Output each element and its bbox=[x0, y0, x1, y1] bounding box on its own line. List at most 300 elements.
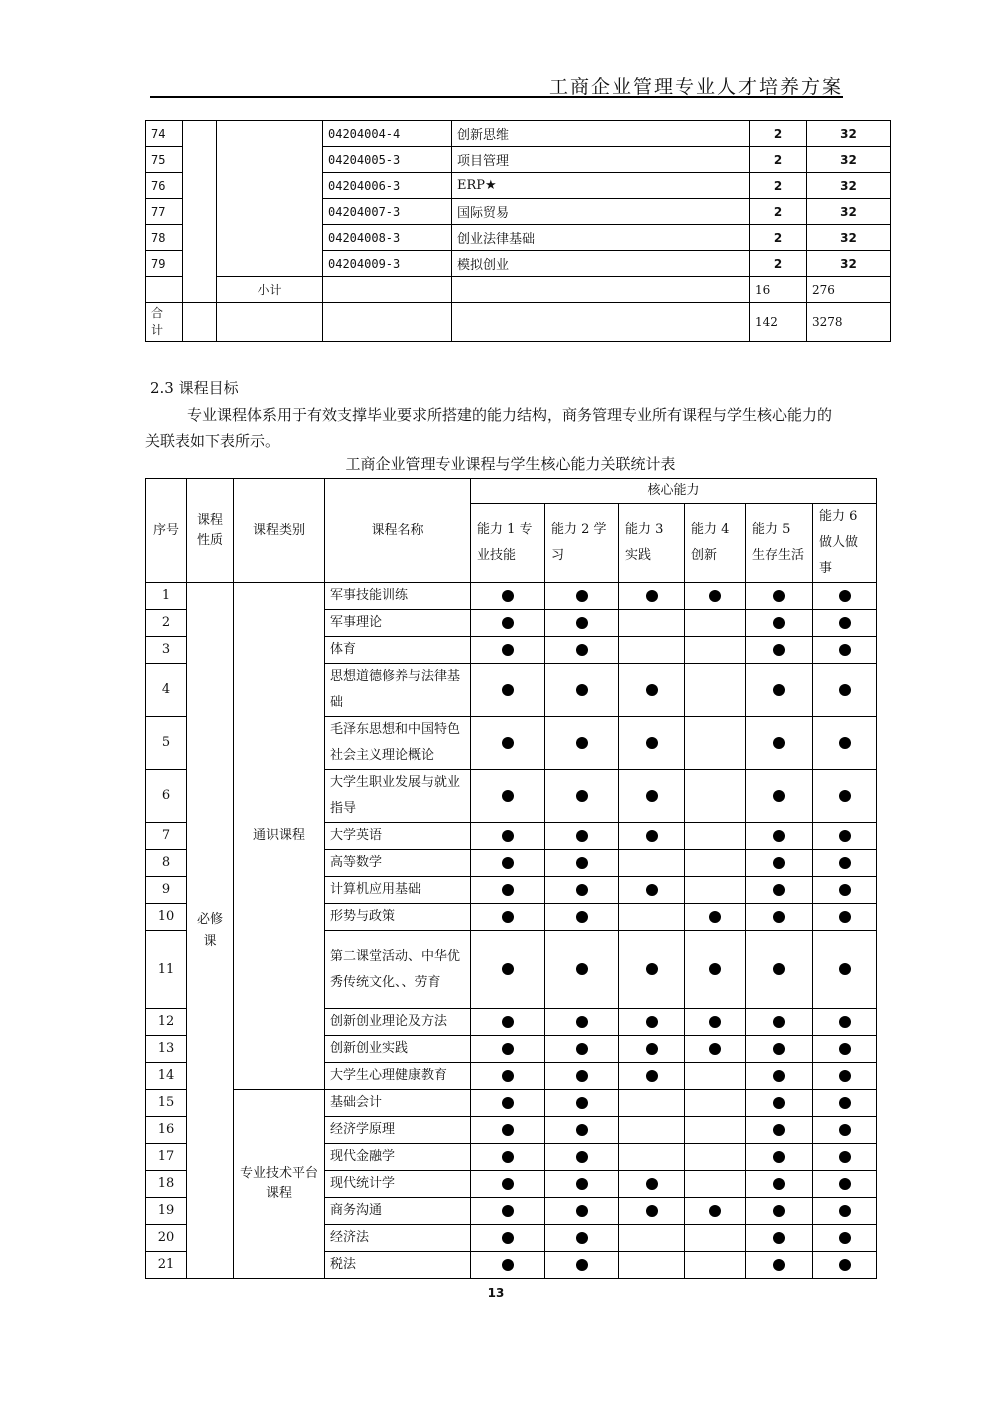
ability-cell bbox=[471, 610, 545, 637]
row-number: 75 bbox=[146, 147, 183, 173]
ability-cell bbox=[471, 1090, 545, 1117]
hours-value: 32 bbox=[807, 199, 891, 225]
ability-cell bbox=[813, 877, 877, 904]
row-number: 17 bbox=[146, 1144, 187, 1171]
filled-dot-icon bbox=[576, 1205, 588, 1217]
course-category: 专业技术平台课程 bbox=[234, 1090, 325, 1279]
row-number: 11 bbox=[146, 931, 187, 1009]
ability-cell bbox=[685, 1144, 746, 1171]
course-code: 04204004-4 bbox=[323, 121, 452, 147]
filled-dot-icon bbox=[839, 590, 851, 602]
ability-cell bbox=[471, 1117, 545, 1144]
course-credit-table bbox=[145, 120, 891, 342]
ability-cell bbox=[471, 717, 545, 770]
filled-dot-icon bbox=[502, 790, 514, 802]
ability-cell bbox=[813, 610, 877, 637]
ability-cell bbox=[685, 664, 746, 717]
filled-dot-icon bbox=[576, 911, 588, 923]
row-number: 15 bbox=[146, 1090, 187, 1117]
header-ability: 能力 4 创新 bbox=[685, 504, 746, 583]
ability-cell bbox=[619, 1252, 685, 1279]
ability-cell bbox=[619, 1036, 685, 1063]
course-code: 04204009-3 bbox=[323, 251, 452, 277]
filled-dot-icon bbox=[502, 644, 514, 656]
subtotal-hours: 276 bbox=[807, 277, 891, 303]
filled-dot-icon bbox=[576, 884, 588, 896]
ability-cell bbox=[471, 904, 545, 931]
ability-cell bbox=[685, 850, 746, 877]
filled-dot-icon bbox=[576, 737, 588, 749]
ability-cell bbox=[813, 850, 877, 877]
filled-dot-icon bbox=[576, 790, 588, 802]
filled-dot-icon bbox=[502, 684, 514, 696]
filled-dot-icon bbox=[839, 737, 851, 749]
course-name: 大学英语 bbox=[325, 823, 471, 850]
ability-cell bbox=[813, 931, 877, 1009]
filled-dot-icon bbox=[773, 790, 785, 802]
ability-cell bbox=[746, 1063, 813, 1090]
course-name: 创业法律基础 bbox=[452, 225, 750, 251]
credit-value: 2 bbox=[750, 173, 807, 199]
ability-cell bbox=[619, 931, 685, 1009]
course-code: 04204007-3 bbox=[323, 199, 452, 225]
filled-dot-icon bbox=[646, 737, 658, 749]
filled-dot-icon bbox=[502, 963, 514, 975]
credit-value: 2 bbox=[750, 147, 807, 173]
filled-dot-icon bbox=[502, 1259, 514, 1271]
filled-dot-icon bbox=[773, 1259, 785, 1271]
filled-dot-icon bbox=[576, 1070, 588, 1082]
ability-cell bbox=[619, 1090, 685, 1117]
row-number: 1 bbox=[146, 583, 187, 610]
ability-cell bbox=[746, 1090, 813, 1117]
filled-dot-icon bbox=[773, 644, 785, 656]
empty-cell bbox=[183, 303, 217, 342]
credit-value: 2 bbox=[750, 199, 807, 225]
row-number: 21 bbox=[146, 1252, 187, 1279]
ability-cell bbox=[545, 1009, 619, 1036]
header-row bbox=[146, 479, 877, 504]
filled-dot-icon bbox=[773, 590, 785, 602]
row-number: 7 bbox=[146, 823, 187, 850]
filled-dot-icon bbox=[576, 1232, 588, 1244]
row-number: 9 bbox=[146, 877, 187, 904]
filled-dot-icon bbox=[646, 1178, 658, 1190]
filled-dot-icon bbox=[839, 1178, 851, 1190]
ability-cell bbox=[813, 1009, 877, 1036]
row-number: 74 bbox=[146, 121, 183, 147]
filled-dot-icon bbox=[773, 963, 785, 975]
ability-cell bbox=[746, 664, 813, 717]
ability-cell bbox=[746, 931, 813, 1009]
filled-dot-icon bbox=[576, 617, 588, 629]
ability-cell bbox=[685, 1198, 746, 1225]
ability-cell bbox=[813, 823, 877, 850]
ability-cell bbox=[619, 1117, 685, 1144]
header-ability: 能力 3 实践 bbox=[619, 504, 685, 583]
course-name: 创新创业理论及方法 bbox=[325, 1009, 471, 1036]
ability-cell bbox=[545, 1117, 619, 1144]
filled-dot-icon bbox=[502, 617, 514, 629]
filled-dot-icon bbox=[502, 1043, 514, 1055]
filled-dot-icon bbox=[502, 830, 514, 842]
ability-cell bbox=[813, 583, 877, 610]
empty-cell bbox=[146, 277, 183, 303]
filled-dot-icon bbox=[576, 1151, 588, 1163]
course-name: 形势与政策 bbox=[325, 904, 471, 931]
total-hours: 3278 bbox=[807, 303, 891, 342]
row-number: 4 bbox=[146, 664, 187, 717]
table-row bbox=[146, 121, 891, 147]
ability-cell bbox=[471, 877, 545, 904]
hours-value: 32 bbox=[807, 173, 891, 199]
row-number: 14 bbox=[146, 1063, 187, 1090]
ability-cell bbox=[471, 664, 545, 717]
course-name: 思想道德修养与法律基础 bbox=[325, 664, 471, 717]
header-nature: 课程性质 bbox=[187, 479, 234, 583]
ability-cell bbox=[813, 1144, 877, 1171]
ability-cell bbox=[545, 664, 619, 717]
ability-cell bbox=[471, 850, 545, 877]
filled-dot-icon bbox=[773, 1232, 785, 1244]
ability-cell bbox=[619, 637, 685, 664]
row-number: 13 bbox=[146, 1036, 187, 1063]
ability-cell bbox=[545, 770, 619, 823]
ability-cell bbox=[746, 583, 813, 610]
ability-cell bbox=[545, 850, 619, 877]
filled-dot-icon bbox=[773, 857, 785, 869]
filled-dot-icon bbox=[576, 830, 588, 842]
ability-cell bbox=[471, 583, 545, 610]
filled-dot-icon bbox=[839, 1043, 851, 1055]
filled-dot-icon bbox=[839, 1097, 851, 1109]
merged-cell bbox=[183, 121, 217, 303]
total-credits: 142 bbox=[750, 303, 807, 342]
ability-cell bbox=[813, 717, 877, 770]
header-ability: 能力 1 专业技能 bbox=[471, 504, 545, 583]
filled-dot-icon bbox=[773, 684, 785, 696]
credit-value: 2 bbox=[750, 121, 807, 147]
filled-dot-icon bbox=[839, 644, 851, 656]
filled-dot-icon bbox=[502, 1151, 514, 1163]
ability-cell bbox=[813, 1063, 877, 1090]
ability-cell bbox=[619, 1225, 685, 1252]
filled-dot-icon bbox=[773, 1124, 785, 1136]
ability-cell bbox=[685, 1090, 746, 1117]
filled-dot-icon bbox=[502, 1178, 514, 1190]
ability-cell bbox=[813, 1036, 877, 1063]
document-header-title: 工商企业管理专业人才培养方案 bbox=[548, 76, 843, 98]
ability-cell bbox=[545, 1144, 619, 1171]
course-name: 军事技能训练 bbox=[325, 583, 471, 610]
ability-cell bbox=[813, 1198, 877, 1225]
row-number: 77 bbox=[146, 199, 183, 225]
ability-cell bbox=[746, 1198, 813, 1225]
filled-dot-icon bbox=[839, 1124, 851, 1136]
filled-dot-icon bbox=[502, 1070, 514, 1082]
filled-dot-icon bbox=[646, 1016, 658, 1028]
filled-dot-icon bbox=[502, 1097, 514, 1109]
ability-cell bbox=[746, 1036, 813, 1063]
course-name: 经济学原理 bbox=[325, 1117, 471, 1144]
ability-cell bbox=[685, 1225, 746, 1252]
ability-cell bbox=[685, 717, 746, 770]
ability-cell bbox=[746, 904, 813, 931]
filled-dot-icon bbox=[773, 884, 785, 896]
ability-cell bbox=[813, 904, 877, 931]
filled-dot-icon bbox=[709, 911, 721, 923]
ability-cell bbox=[471, 770, 545, 823]
ability-cell bbox=[619, 770, 685, 823]
ability-cell bbox=[471, 637, 545, 664]
course-name: 军事理论 bbox=[325, 610, 471, 637]
row-number: 79 bbox=[146, 251, 183, 277]
ability-cell bbox=[545, 610, 619, 637]
row-number: 16 bbox=[146, 1117, 187, 1144]
ability-cell bbox=[545, 583, 619, 610]
ability-cell bbox=[545, 823, 619, 850]
filled-dot-icon bbox=[576, 1124, 588, 1136]
section-heading: 2.3 课程目标 bbox=[150, 379, 239, 397]
row-number: 5 bbox=[146, 717, 187, 770]
course-name: 体育 bbox=[325, 637, 471, 664]
course-name: ERP★ bbox=[452, 173, 750, 199]
ability-cell bbox=[545, 1063, 619, 1090]
ability-cell bbox=[545, 904, 619, 931]
filled-dot-icon bbox=[502, 911, 514, 923]
ability-cell bbox=[746, 823, 813, 850]
ability-cell bbox=[746, 1144, 813, 1171]
header-rule bbox=[150, 96, 843, 98]
course-code: 04204006-3 bbox=[323, 173, 452, 199]
course-name: 高等数学 bbox=[325, 850, 471, 877]
ability-cell bbox=[813, 637, 877, 664]
filled-dot-icon bbox=[839, 684, 851, 696]
merged-cell bbox=[217, 121, 323, 277]
course-name: 国际贸易 bbox=[452, 199, 750, 225]
ability-cell bbox=[685, 931, 746, 1009]
ability-cell bbox=[813, 1225, 877, 1252]
ability-cell bbox=[545, 1171, 619, 1198]
course-name: 项目管理 bbox=[452, 147, 750, 173]
ability-cell bbox=[619, 583, 685, 610]
filled-dot-icon bbox=[576, 857, 588, 869]
ability-cell bbox=[746, 637, 813, 664]
filled-dot-icon bbox=[646, 684, 658, 696]
filled-dot-icon bbox=[839, 884, 851, 896]
row-number: 20 bbox=[146, 1225, 187, 1252]
filled-dot-icon bbox=[773, 617, 785, 629]
empty-cell bbox=[452, 303, 750, 342]
ability-cell bbox=[813, 1171, 877, 1198]
filled-dot-icon bbox=[576, 1178, 588, 1190]
filled-dot-icon bbox=[709, 590, 721, 602]
ability-cell bbox=[545, 717, 619, 770]
ability-cell bbox=[545, 931, 619, 1009]
ability-cell bbox=[619, 664, 685, 717]
empty-cell bbox=[452, 277, 750, 303]
filled-dot-icon bbox=[709, 1205, 721, 1217]
ability-cell bbox=[746, 610, 813, 637]
ability-cell bbox=[685, 823, 746, 850]
course-name: 大学生职业发展与就业指导 bbox=[325, 770, 471, 823]
row-number: 76 bbox=[146, 173, 183, 199]
filled-dot-icon bbox=[773, 1070, 785, 1082]
ability-cell bbox=[685, 877, 746, 904]
filled-dot-icon bbox=[839, 911, 851, 923]
credit-value: 2 bbox=[750, 251, 807, 277]
filled-dot-icon bbox=[839, 1205, 851, 1217]
filled-dot-icon bbox=[773, 830, 785, 842]
ability-cell bbox=[545, 1252, 619, 1279]
row-number: 2 bbox=[146, 610, 187, 637]
filled-dot-icon bbox=[576, 1043, 588, 1055]
ability-cell bbox=[471, 1144, 545, 1171]
ability-cell bbox=[619, 877, 685, 904]
ability-cell bbox=[471, 1036, 545, 1063]
ability-cell bbox=[746, 770, 813, 823]
ability-cell bbox=[746, 1252, 813, 1279]
course-name: 基础会计 bbox=[325, 1090, 471, 1117]
filled-dot-icon bbox=[773, 911, 785, 923]
course-name: 大学生心理健康教育 bbox=[325, 1063, 471, 1090]
ability-cell bbox=[813, 664, 877, 717]
row-number: 12 bbox=[146, 1009, 187, 1036]
filled-dot-icon bbox=[709, 1043, 721, 1055]
ability-cell bbox=[619, 904, 685, 931]
course-name: 模拟创业 bbox=[452, 251, 750, 277]
course-name: 第二课堂活动、中华优秀传统文化、、劳育 bbox=[325, 931, 471, 1009]
total-row bbox=[146, 303, 891, 342]
filled-dot-icon bbox=[646, 830, 658, 842]
ability-cell bbox=[685, 1009, 746, 1036]
course-name: 现代金融学 bbox=[325, 1144, 471, 1171]
ability-cell bbox=[619, 1171, 685, 1198]
header-ability: 能力 5 生存生活 bbox=[746, 504, 813, 583]
ability-cell bbox=[619, 1009, 685, 1036]
ability-cell bbox=[813, 1090, 877, 1117]
filled-dot-icon bbox=[502, 857, 514, 869]
ability-cell bbox=[685, 1171, 746, 1198]
ability-cell bbox=[685, 1063, 746, 1090]
filled-dot-icon bbox=[709, 1016, 721, 1028]
ability-cell bbox=[619, 823, 685, 850]
ability-cell bbox=[545, 877, 619, 904]
course-ability-table bbox=[145, 478, 877, 1279]
table-caption: 工商企业管理专业课程与学生核心能力关联统计表 bbox=[345, 455, 676, 473]
ability-cell bbox=[685, 1036, 746, 1063]
course-code: 04204005-3 bbox=[323, 147, 452, 173]
ability-cell bbox=[685, 637, 746, 664]
filled-dot-icon bbox=[502, 884, 514, 896]
ability-cell bbox=[685, 583, 746, 610]
filled-dot-icon bbox=[773, 1043, 785, 1055]
filled-dot-icon bbox=[502, 737, 514, 749]
filled-dot-icon bbox=[576, 1097, 588, 1109]
ability-cell bbox=[813, 1117, 877, 1144]
hours-value: 32 bbox=[807, 121, 891, 147]
intro-paragraph: 专业课程体系用于有效支撑毕业要求所搭建的能力结构，商务管理专业所有课程与学生核心能力的关联表如下表所示。 bbox=[145, 406, 833, 450]
filled-dot-icon bbox=[646, 963, 658, 975]
ability-cell bbox=[685, 904, 746, 931]
filled-dot-icon bbox=[576, 1259, 588, 1271]
filled-dot-icon bbox=[576, 590, 588, 602]
filled-dot-icon bbox=[646, 790, 658, 802]
filled-dot-icon bbox=[576, 684, 588, 696]
ability-cell bbox=[813, 1252, 877, 1279]
empty-cell bbox=[323, 303, 452, 342]
row-number: 19 bbox=[146, 1198, 187, 1225]
filled-dot-icon bbox=[502, 1016, 514, 1028]
page-number: 13 bbox=[487, 1286, 505, 1300]
ability-cell bbox=[545, 637, 619, 664]
ability-cell bbox=[619, 610, 685, 637]
ability-cell bbox=[619, 1144, 685, 1171]
filled-dot-icon bbox=[839, 1151, 851, 1163]
filled-dot-icon bbox=[709, 963, 721, 975]
hours-value: 32 bbox=[807, 251, 891, 277]
ability-cell bbox=[746, 877, 813, 904]
filled-dot-icon bbox=[646, 1205, 658, 1217]
ability-cell bbox=[685, 610, 746, 637]
filled-dot-icon bbox=[839, 1232, 851, 1244]
subtotal-credits: 16 bbox=[750, 277, 807, 303]
ability-cell bbox=[471, 1225, 545, 1252]
course-name: 计算机应用基础 bbox=[325, 877, 471, 904]
ability-cell bbox=[746, 1009, 813, 1036]
course-name: 税法 bbox=[325, 1252, 471, 1279]
filled-dot-icon bbox=[646, 1043, 658, 1055]
credit-value: 2 bbox=[750, 225, 807, 251]
filled-dot-icon bbox=[646, 884, 658, 896]
filled-dot-icon bbox=[839, 617, 851, 629]
ability-cell bbox=[746, 850, 813, 877]
row-number: 10 bbox=[146, 904, 187, 931]
filled-dot-icon bbox=[576, 1016, 588, 1028]
ability-cell bbox=[545, 1198, 619, 1225]
ability-cell bbox=[619, 717, 685, 770]
row-number: 6 bbox=[146, 770, 187, 823]
filled-dot-icon bbox=[773, 1151, 785, 1163]
filled-dot-icon bbox=[576, 963, 588, 975]
filled-dot-icon bbox=[502, 590, 514, 602]
filled-dot-icon bbox=[773, 1016, 785, 1028]
ability-cell bbox=[471, 1009, 545, 1036]
filled-dot-icon bbox=[839, 857, 851, 869]
row-number: 8 bbox=[146, 850, 187, 877]
course-nature: 必修课 bbox=[187, 583, 234, 1279]
ability-cell bbox=[619, 1063, 685, 1090]
course-name: 现代统计学 bbox=[325, 1171, 471, 1198]
ability-cell bbox=[471, 1252, 545, 1279]
filled-dot-icon bbox=[773, 1178, 785, 1190]
ability-cell bbox=[545, 1225, 619, 1252]
header-core-ability: 核心能力 bbox=[471, 479, 877, 504]
ability-cell bbox=[545, 1090, 619, 1117]
subtotal-label: 小计 bbox=[217, 277, 323, 303]
filled-dot-icon bbox=[576, 644, 588, 656]
course-name: 创新创业实践 bbox=[325, 1036, 471, 1063]
filled-dot-icon bbox=[839, 790, 851, 802]
ability-cell bbox=[685, 770, 746, 823]
filled-dot-icon bbox=[502, 1232, 514, 1244]
header-course-name: 课程名称 bbox=[325, 479, 471, 583]
filled-dot-icon bbox=[502, 1205, 514, 1217]
ability-cell bbox=[619, 850, 685, 877]
ability-cell bbox=[471, 823, 545, 850]
ability-cell bbox=[746, 1117, 813, 1144]
filled-dot-icon bbox=[839, 963, 851, 975]
